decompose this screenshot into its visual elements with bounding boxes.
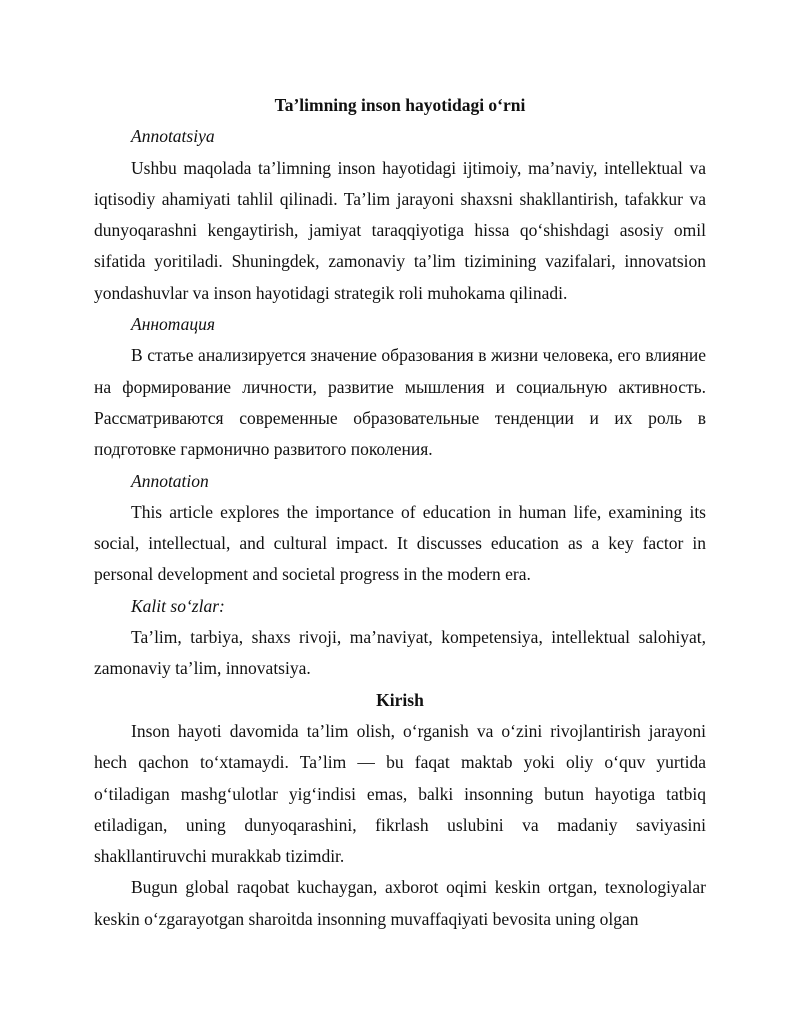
annotation-en-text: This article explores the importance of education in human life, examining its social, intellectual, and cultural impact. It discusses education as a key factor in personal development and societal progress in the modern era. xyxy=(94,501,706,585)
annotation-ru-text: В статье анализируется значение образования в жизни человека, его влияние на формирование личности, развитие мышления и социальную активность. Рассматриваются современные образовательные тенденции и их роль в подготовке гармонично развитого поколения. xyxy=(94,345,706,460)
introduction-heading: Kirish xyxy=(376,689,424,710)
document-page xyxy=(94,90,706,935)
keywords-text: Ta’lim, tarbiya, shaxs rivoji, ma’naviyat, kompetensiya, intellektual salohiyat, zamonaviy ta’lim, innovatsiya. xyxy=(94,627,706,679)
annotation-uz-text: Ushbu maqolada ta’limning inson hayotidagi ijtimoiy, ma’naviy, intellektual va iqtisodiy ahamiyati tahlil qilinadi. Ta’lim jarayoni shaxsni shakllantirish, tafakkur va dunyoqarashni kengaytirish, jamiyat taraqqiyotiga hissa qo‘shishdagi asosiy omil sifatida yoritiladi. Shuningdek, zamonaviy ta’lim tizimining vazifalari, innovatsion yondashuvlar va inson hayotidagi strategik roli muhokama qilinadi. xyxy=(94,157,706,303)
annotation-en-label: Annotation xyxy=(131,470,209,491)
keywords-label: Kalit so‘zlar: xyxy=(131,595,225,616)
introduction-paragraph: Inson hayoti davomida ta’lim olish, o‘rganish va o‘zini rivojlantirish jarayoni hech qachon to‘xtamaydi. Ta’lim — bu faqat maktab yoki oliy o‘quv yurtida o‘tiladigan mashg‘ulotlar yig‘indisi emas, balki insonning butun hayotiga tatbiq etiladigan, uning dunyoqarashini, fikrlash uslubini va madaniy saviyasini shakllantiruvchi murakkab tizimdir. xyxy=(94,720,706,867)
introduction-paragraph: Bugun global raqobat kuchaygan, axborot oqimi keskin ortgan, texnologiyalar keskin o‘zgarayotgan sharoitda insonning muvaffaqiyati bevosita uning olgan xyxy=(94,877,706,929)
document-title: Ta’limning inson hayotidagi o‘rni xyxy=(274,95,526,115)
annotation-ru-label: Аннотация xyxy=(131,314,216,335)
annotation-uz-label: Annotatsiya xyxy=(131,126,215,147)
